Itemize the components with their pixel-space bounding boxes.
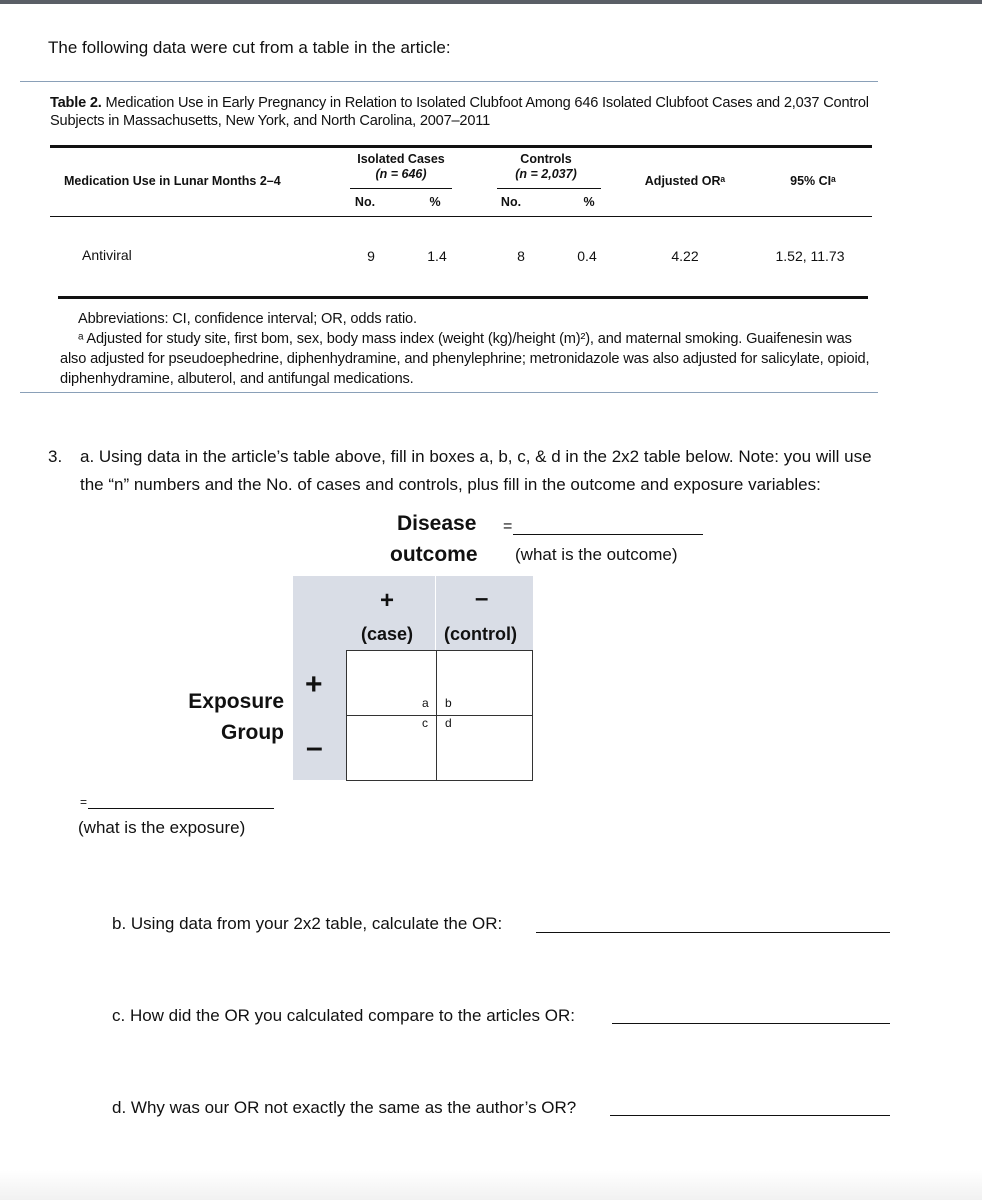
divider [20, 392, 878, 393]
exposure-label: Exposure [188, 690, 284, 713]
table-label: Table 2. [50, 95, 102, 111]
cell-b-label: b [445, 696, 452, 710]
outcome-minus: – [475, 585, 489, 612]
header-divider [435, 576, 436, 650]
outcome-plus: + [380, 587, 395, 614]
page-bottom-shadow [0, 1170, 982, 1200]
row-name: Antiviral [82, 247, 132, 263]
case-label: (case) [361, 624, 414, 644]
adjustment-footnote: ᵃ Adjusted for study site, first bom, sex, body mass index (weight (kg)/height (m)²), and maternal smoking. Guaifenesin was also adjusted for pseudoephedrine, diphenhydramine, and phenylephrine; metronidazole was also adjusted for salicylate, opioid, diphenhydramine, albuterol, and antifungal medications. [60, 331, 870, 387]
cases-pct-label: % [429, 195, 441, 209]
controls-n: (n = 2,037) [515, 167, 577, 181]
exposure-group-label [180, 686, 284, 748]
outcome-blank[interactable] [513, 534, 703, 535]
table-header-rule [50, 216, 872, 217]
exposure-hint: (what is the exposure) [78, 818, 246, 837]
disease-label: Disease [397, 512, 477, 535]
exposure-blank[interactable] [88, 808, 274, 809]
abbreviations-note: Abbreviations: CI, confidence interval; OR, odds ratio. [78, 311, 417, 327]
question-b: b. Using data from your 2x2 table, calculate the OR: [112, 914, 503, 933]
controls-pct-label: % [583, 195, 595, 209]
question-3a-text: a. Using data in the article’s table above, fill in boxes a, b, c, & d in the 2x2 table below. Note: you will use the “n” numbers and the No. of cases and controls, plus fill in the outcome and exposure variables: [80, 447, 872, 494]
exposure-plus: + [305, 668, 323, 701]
ci-header: 95% CIᵃ [790, 174, 836, 188]
question-c: c. How did the OR you calculated compare to the articles OR: [112, 1006, 575, 1025]
controls-pct-value: 0.4 [577, 248, 597, 264]
intro-text: The following data were cut from a table in the article: [48, 38, 451, 57]
controls-no-label: No. [500, 195, 522, 209]
answer-c-line[interactable] [612, 1023, 890, 1024]
divider [20, 81, 878, 82]
answer-d-line[interactable] [610, 1115, 890, 1116]
group-label: Group [221, 721, 284, 744]
cases-no-label: No. [354, 195, 376, 209]
exposure-minus: – [306, 731, 323, 764]
top-border [0, 0, 982, 4]
outcome-label: outcome [390, 543, 478, 566]
cases-n: (n = 646) [375, 167, 427, 181]
table-top-rule [50, 145, 872, 148]
cell-d-label: d [445, 716, 452, 730]
cell-c-label: c [422, 716, 428, 730]
table-caption [50, 94, 890, 130]
controls-rule [497, 188, 601, 189]
row-header: Medication Use in Lunar Months 2–4 [64, 174, 281, 188]
adjusted-or-value: 4.22 [671, 248, 699, 264]
outcome-hint: (what is the outcome) [515, 545, 678, 564]
controls-no-value: 8 [517, 248, 525, 264]
table-footnotes [60, 309, 875, 389]
cases-rule [350, 188, 452, 189]
answer-b-line[interactable] [536, 932, 890, 933]
controls-header: Controls [520, 152, 572, 166]
or-header: Adjusted ORᵃ [644, 174, 726, 188]
question-3a [48, 443, 878, 499]
table-bottom-rule [58, 296, 868, 299]
control-label: (control) [444, 624, 517, 644]
cases-header: Isolated Cases [357, 152, 445, 166]
ci-value: 1.52, 11.73 [775, 248, 845, 264]
question-number: 3. [48, 447, 63, 466]
outcome-equals: = [503, 518, 513, 535]
cell-a-label: a [422, 696, 429, 710]
exposure-equals: = [80, 795, 88, 809]
cases-no-value: 9 [367, 248, 375, 264]
question-d: d. Why was our OR not exactly the same as the author’s OR? [112, 1098, 577, 1117]
table-title: Medication Use in Early Pregnancy in Relation to Isolated Clubfoot Among 646 Isolated Clubfoot Cases and 2,037 Control Subjects in Massachusetts, New York, and North Carolina, 2007–2011 [50, 95, 869, 129]
cases-pct-value: 1.4 [427, 248, 447, 264]
